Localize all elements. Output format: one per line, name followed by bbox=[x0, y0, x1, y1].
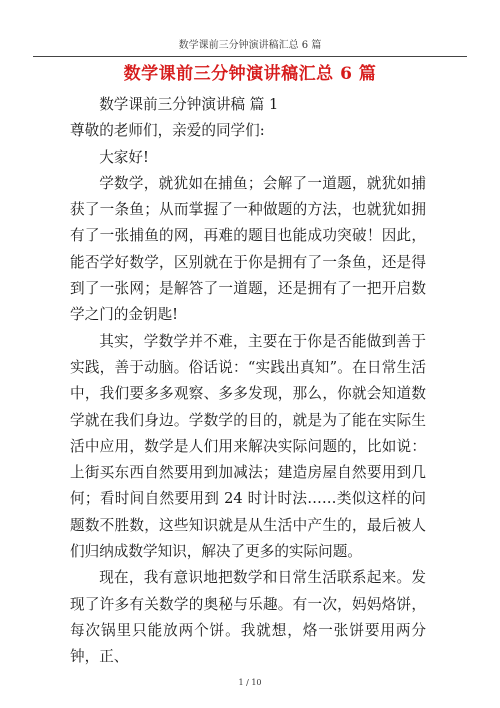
page-number: 1 / 10 bbox=[238, 678, 262, 687]
document-title: 数学课前三分钟演讲稿汇总 6 篇 bbox=[123, 64, 377, 84]
salutation: 尊敬的老师们，亲爱的同学们: bbox=[70, 122, 265, 140]
header-divider bbox=[33, 56, 467, 57]
paragraph: 其实，学数学并不难，主要在于你是否能做到善于实践，善于动脑。俗话说：“实践出真知”。在日常生活中，我们要多多观察、多多发现，那么，你就会知道数学就在我们身边。学数学的目的，就是为了能在实际生活中应用，数学是人们用来解决实际问题的，比如说：上街买东西自然要用到加减法；建造房屋自然要用到几何；看时间自然要用到 24 时计时法……类似这样的问题数不胜数，这些知识就是从生活中产生的，最后被人们归纳成数学知识，解决了更多的实际问题。 bbox=[70, 332, 426, 561]
document-body bbox=[70, 92, 426, 671]
paragraph: 学数学，就犹如在捕鱼；会解了一道题，就犹如捕获了一条鱼；从而掌握了一种做题的方法，也就犹如拥有了一张捕鱼的网，再难的题目也能成功突破！因此，能否学好数学，区别就在于你是拥有了一条鱼，还是得到了一张网；是解答了一道题，还是拥有了一把开启数学之门的金钥匙! bbox=[70, 174, 426, 324]
page-header bbox=[0, 0, 500, 52]
greeting: 大家好! bbox=[99, 148, 149, 166]
section-heading: 数学课前三分钟演讲稿 篇 1 bbox=[99, 96, 279, 113]
running-title: 数学课前三分钟演讲稿汇总 6 篇 bbox=[178, 40, 322, 51]
paragraph: 现在，我有意识地把数学和日常生活联系起来。发现了许多有关数学的奥秘与乐趣。有一次，妈妈烙饼，每次锅里只能放两个饼。我就想，烙一张饼要用两分钟，正、 bbox=[70, 569, 426, 666]
